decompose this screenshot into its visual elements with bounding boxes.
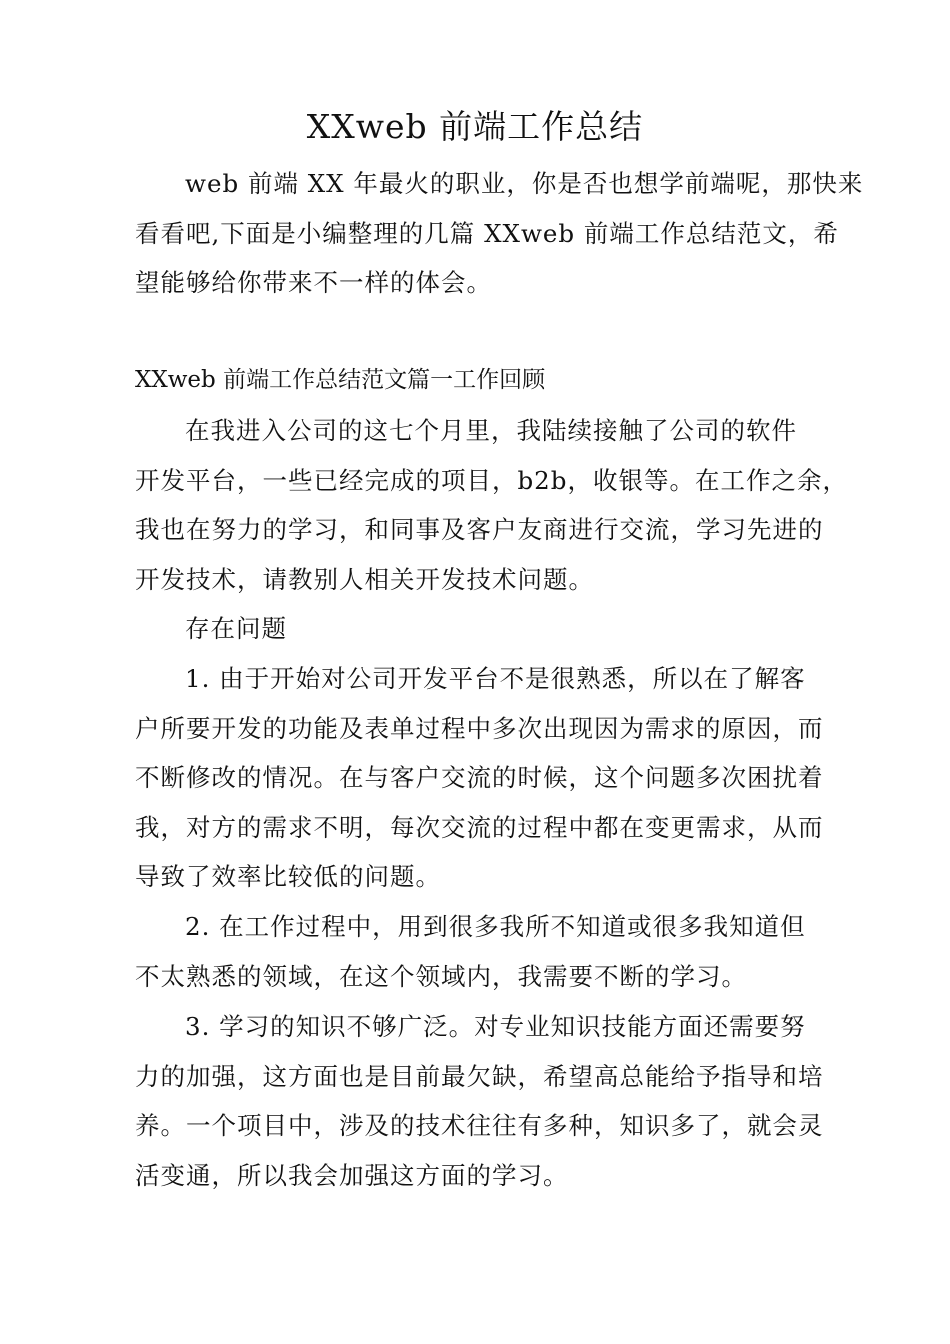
paragraph-line: 2. 在工作过程中，用到很多我所不知道或很多我知道但: [185, 912, 806, 941]
problem-3-paragraph: [135, 1002, 835, 1200]
problems-heading: 存在问题: [185, 614, 287, 643]
paragraph-line: 不太熟悉的领域，在这个领域内，我需要不断的学习。: [135, 961, 747, 991]
section-heading: XXweb 前端工作总结范文篇一工作回顾: [135, 367, 546, 393]
problem-2-paragraph: [135, 902, 835, 1001]
paragraph-line: web 前端 XX 年最火的职业，你是否也想学前端呢，那快来: [185, 169, 864, 198]
intro-paragraph: [135, 159, 864, 308]
paragraph-line: 力的加强，这方面也是目前最欠缺，希望高总能给予指导和培: [135, 1061, 824, 1091]
problem-1-paragraph: [135, 654, 835, 902]
paragraph-line: 1. 由于开始对公司开发平台不是很熟悉，所以在了解客: [185, 664, 806, 693]
paragraph-line: 导致了效率比较低的问题。: [135, 862, 441, 891]
paragraph-line: 户所要开发的功能及表单过程中多次出现因为需求的原因，而: [135, 713, 824, 743]
paragraph-line: 看看吧,下面是小编整理的几篇 XXweb 前端工作总结范文，希: [135, 218, 839, 248]
paragraph-line: 开发技术，请教别人相关开发技术问题。: [135, 564, 594, 594]
paragraph-line: 不断修改的情况。在与客户交流的时候，这个问题多次困扰着: [135, 763, 824, 792]
document-title: XXweb 前端工作总结: [306, 107, 644, 146]
paragraph-line: 在我进入公司的这七个月里，我陆续接触了公司的软件: [185, 416, 797, 445]
work-review-paragraph: [135, 406, 848, 604]
paragraph-line: 活变通，所以我会加强这方面的学习。: [135, 1160, 569, 1190]
paragraph-line: 望能够给你带来不一样的体会。: [135, 268, 492, 297]
paragraph-line: 3. 学习的知识不够广泛。对专业知识技能方面还需要努: [185, 1012, 806, 1041]
paragraph-line: 我也在努力的学习，和同事及客户友商进行交流，学习先进的: [135, 515, 824, 544]
paragraph-line: 养。一个项目中，涉及的技术往往有多种，知识多了，就会灵: [135, 1111, 824, 1140]
paragraph-line: 开发平台，一些已经完成的项目，b2b，收银等。在工作之余，: [135, 465, 848, 495]
paragraph-line: 我，对方的需求不明，每次交流的过程中都在变更需求，从而: [135, 812, 824, 842]
problems-heading-block: [135, 604, 835, 654]
